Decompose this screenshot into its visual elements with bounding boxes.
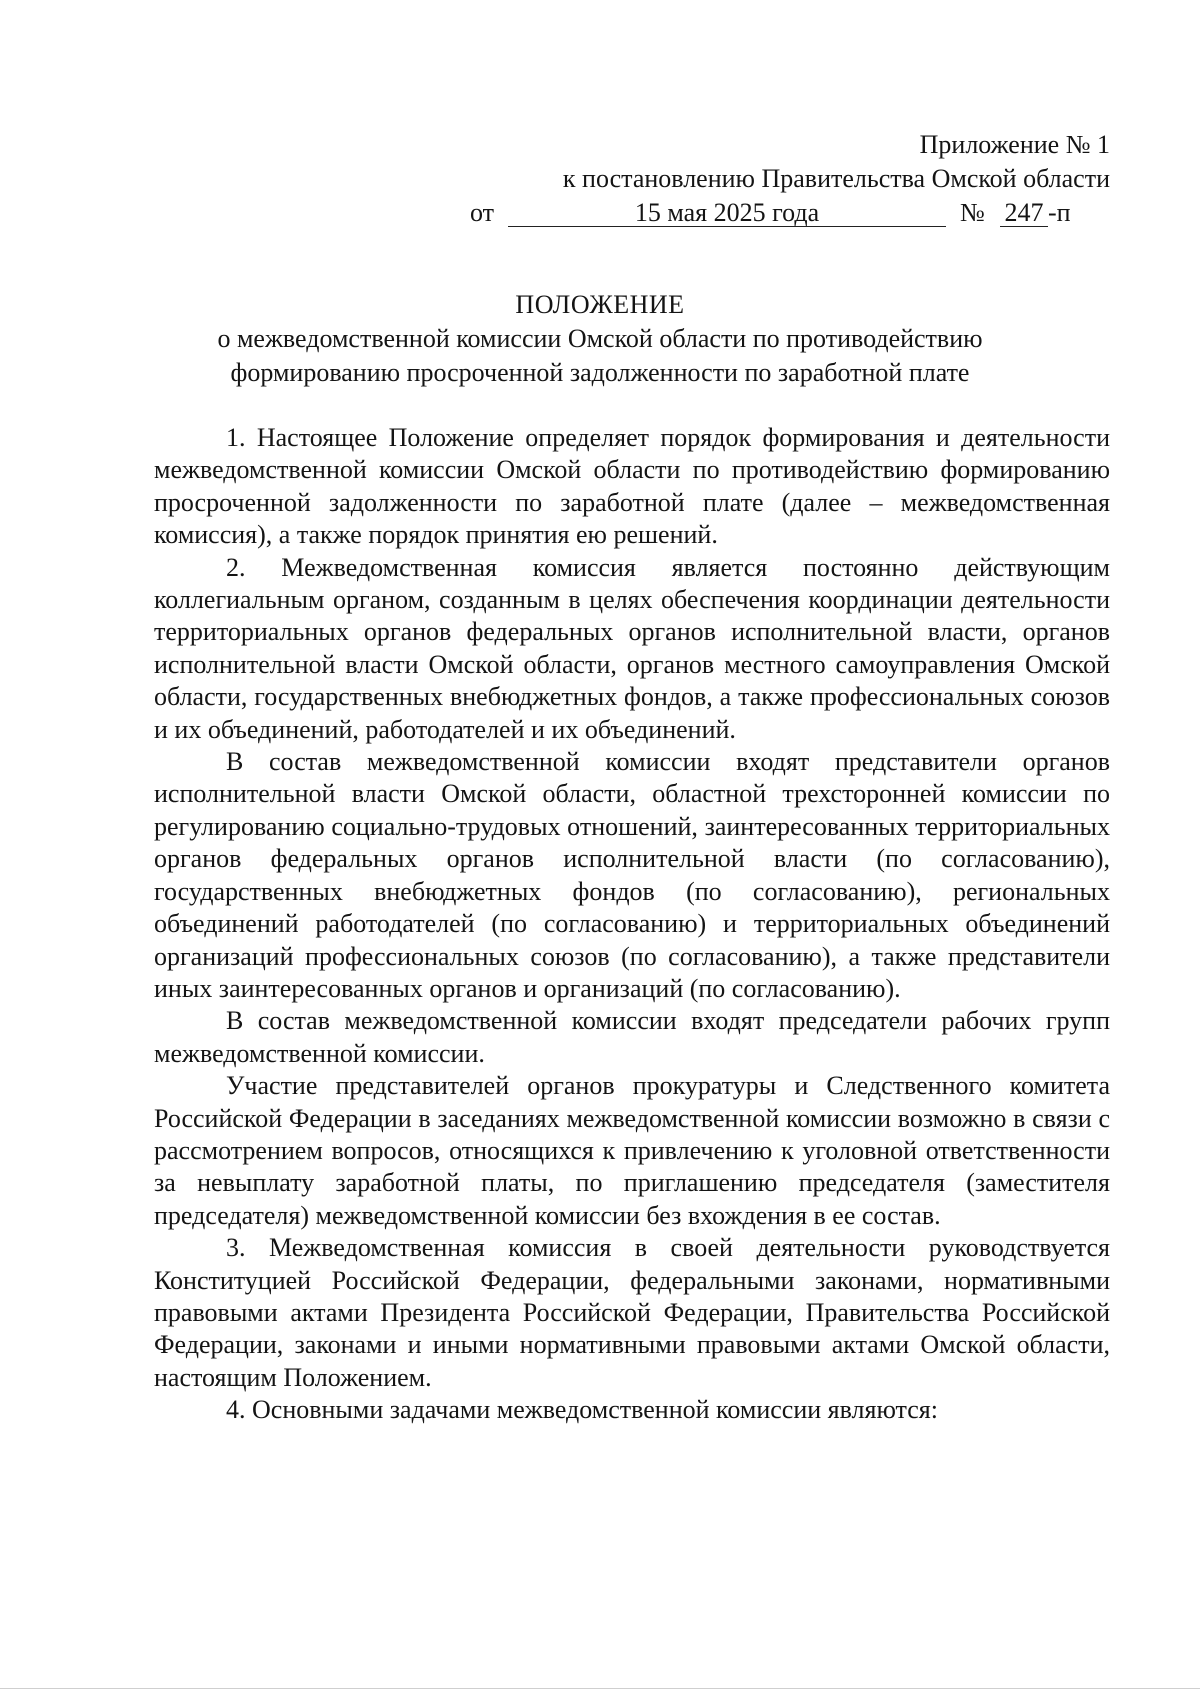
paragraph-working-groups: В состав межведомственной комиссии входят председатели рабочих групп межведомственной комиссии. bbox=[154, 1006, 1110, 1068]
appendix-header bbox=[470, 128, 1110, 230]
paragraph-3: 3. Межведомственная комиссия в своей деятельности руководствуется Конституцией Российской Федерации, федеральными законами, нормативными правовыми актами Президента Российской Федерации, Правительства Российской Федерации, законами и иными нормативными правовыми актами Омской области, настоящим Положением. bbox=[154, 1233, 1110, 1392]
date-prefix: от bbox=[470, 198, 495, 227]
resolution-number-suffix: -п bbox=[1048, 198, 1071, 227]
resolution-reference: к постановлению Правительства Омской области bbox=[562, 164, 1110, 193]
document-title-block bbox=[150, 288, 1050, 390]
appendix-label: Приложение № 1 bbox=[919, 130, 1110, 159]
resolution-date: 15 мая 2025 года bbox=[508, 196, 946, 227]
scan-edge-line bbox=[0, 1688, 1200, 1689]
document-body bbox=[154, 422, 1110, 1427]
paragraph-2: 2. Межведомственная комиссия является постоянно действующим коллегиальным органом, созданным в целях обеспечения координации деятельности территориальных органов федеральных органов исполнительной власти, органов исполнительной власти Омской области, органов местного самоуправления Омской области, государственных внебюджетных фондов, а также профессиональных союзов и их объединений, работодателей и их объединений. bbox=[154, 552, 1110, 744]
document-title: ПОЛОЖЕНИЕ bbox=[515, 290, 685, 319]
date-number-line bbox=[470, 196, 1110, 230]
paragraph-1: 1. Настоящее Положение определяет порядок формирования и деятельности межведомственной комиссии Омской области по противодействию формированию просроченной задолженности по заработной плате (далее – межведомственная комиссия), а также порядок принятия ею решений. bbox=[154, 423, 1110, 550]
paragraph-composition: В состав межведомственной комиссии входят представители органов исполнительной власти Омской области, областной трехсторонней комиссии по регулированию социально-трудовых отношений, заинтересованных территориальных органов федеральных органов исполнительной власти (по согласованию), государственных внебюджетных фондов (по согласованию), региональных объединений работодателей (по согласованию) и территориальных объединений организаций профессиональных союзов (по согласованию), а также представители иных заинтересованных органов и организаций (по согласованию). bbox=[154, 747, 1110, 1003]
resolution-number: 247 bbox=[1000, 196, 1048, 227]
document-subtitle-line-1: о межведомственной комиссии Омской области по противодействию bbox=[217, 324, 983, 353]
paragraph-4: 4. Основными задачами межведомственной комиссии являются: bbox=[226, 1395, 938, 1425]
paragraph-prosecution-participation: Участие представителей органов прокуратуры и Следственного комитета Российской Федерации в заседаниях межведомственной комиссии возможно в связи с рассмотрением вопросов, относящихся к привлечению к уголовной ответственности за невыплату заработной платы, по приглашению председателя (заместителя председателя) межведомственной комиссии без вхождения в ее состав. bbox=[154, 1071, 1110, 1230]
number-prefix: № bbox=[960, 198, 985, 227]
document-subtitle-line-2: формированию просроченной задолженности по заработной плате bbox=[230, 358, 970, 387]
